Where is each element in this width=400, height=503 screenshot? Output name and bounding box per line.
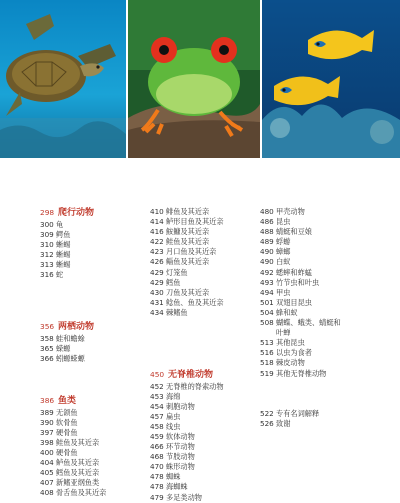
entry-title: 白蚁 — [276, 257, 291, 267]
toc-entry[interactable] — [40, 448, 140, 458]
page-number: 459 — [150, 432, 164, 441]
page-number: 426 — [150, 257, 164, 267]
toc-entry[interactable] — [40, 344, 140, 354]
entry-title: 蜂和蚁 — [276, 307, 298, 317]
page-number: 508 — [260, 318, 274, 328]
page-number: 405 — [40, 468, 54, 478]
page-number: 493 — [260, 277, 274, 287]
entry-title: 鮟鱇及其近亲 — [166, 227, 210, 237]
toc-entry[interactable] — [150, 308, 258, 318]
entry-title: 两栖动物 — [58, 321, 95, 332]
page-number: 513 — [260, 338, 274, 348]
toc-entry[interactable] — [40, 408, 140, 418]
toc-entry[interactable] — [260, 369, 372, 379]
entry-title: 鲻鱼及其近亲 — [166, 257, 210, 267]
entry-title: 鳕鱼及其近亲 — [56, 468, 100, 478]
entry-title: 鲱鱼及其近亲 — [166, 207, 210, 216]
entry-title: 灯笼鱼 — [166, 267, 188, 277]
page-number: 316 — [40, 270, 54, 280]
entry-title: 刺胞动物 — [166, 401, 195, 411]
toc-entry[interactable] — [260, 217, 372, 227]
toc-entry[interactable] — [260, 338, 372, 348]
toc-entry[interactable] — [40, 354, 140, 364]
page-number: 450 — [150, 369, 165, 379]
page-number: 410 — [150, 207, 164, 216]
page-number: 453 — [150, 391, 164, 401]
toc-column-2 — [150, 207, 258, 503]
toc-entry[interactable] — [260, 207, 372, 217]
toc-entry[interactable] — [150, 472, 258, 482]
toc-entry[interactable] — [260, 237, 372, 247]
entry-title: 其他无脊椎动物 — [276, 368, 327, 378]
entry-title: 蟋蟀和蚱蜢 — [276, 267, 312, 277]
toc-entry[interactable] — [260, 409, 372, 419]
page-number: 397 — [40, 427, 54, 437]
toc-entry[interactable] — [40, 270, 140, 280]
page-number: 501 — [260, 297, 274, 307]
section-spacer — [260, 379, 372, 409]
entry-title: 环节动物 — [166, 442, 195, 452]
page-number: 494 — [260, 287, 274, 297]
section-heading[interactable] — [40, 321, 140, 333]
entry-title: 鲑鱼及其近亲 — [56, 437, 100, 447]
toc-entry[interactable] — [150, 278, 258, 288]
entry-title: 鳄鱼 — [56, 230, 71, 240]
entry-title: 蚓螈蝾螈 — [56, 354, 85, 364]
page-number: 298 — [40, 208, 55, 217]
entry-title: 鲑鱼及其近亲 — [166, 237, 210, 247]
sea-turtle-photo — [0, 0, 126, 158]
page-number: 522 — [260, 408, 274, 418]
page-number: 312 — [40, 250, 54, 260]
entry-title: 蝾螈 — [56, 344, 71, 354]
entry-title: 叶蝉 — [276, 328, 291, 338]
page-number: 468 — [150, 452, 164, 462]
toc-entry[interactable] — [40, 428, 140, 438]
toc-entry[interactable] — [40, 220, 140, 230]
page-number: 356 — [40, 321, 55, 331]
page-number: 480 — [260, 207, 274, 216]
page-number: 386 — [40, 395, 55, 405]
entry-title: 以虫为食者 — [276, 348, 312, 358]
entry-title: 昆虫 — [276, 217, 291, 227]
entry-title: 蜥蜴 — [56, 250, 71, 260]
entry-title: 月口鱼及其近亲 — [166, 247, 217, 257]
toc-entry[interactable] — [40, 260, 140, 270]
page-number: 458 — [150, 421, 164, 431]
entry-title: 无脊椎动物 — [168, 369, 214, 380]
entry-title: 软体动物 — [166, 432, 195, 441]
page-number: 431 — [150, 297, 164, 307]
page-number: 407 — [40, 478, 54, 488]
entry-title: 刀鱼及其近亲 — [166, 287, 210, 297]
page-number: 479 — [150, 492, 164, 502]
page-number: 452 — [150, 381, 164, 391]
entry-title: 蜘蛛 — [166, 472, 181, 482]
toc-entry[interactable] — [40, 250, 140, 260]
toc-entry[interactable] — [150, 442, 258, 452]
entry-title: 鲈形目鱼及其近亲 — [166, 217, 224, 227]
entry-title: 鳕鱼 — [166, 277, 181, 287]
page-number: 490 — [260, 247, 274, 257]
entry-title: 蜉蝣 — [276, 237, 291, 247]
section-heading[interactable] — [40, 395, 140, 407]
entry-title: 多足类动物 — [166, 492, 202, 502]
page-number: 457 — [150, 411, 164, 421]
entry-title: 蜥蜴 — [56, 240, 71, 250]
page-number: 358 — [40, 333, 54, 343]
toc-entry[interactable] — [260, 278, 372, 288]
entry-title: 致谢 — [276, 418, 291, 428]
page-number: 429 — [150, 267, 164, 277]
toc-entry[interactable] — [260, 288, 372, 298]
page-number: 310 — [40, 240, 54, 250]
entry-title: 海绵 — [166, 391, 181, 401]
page-number: 478 — [150, 482, 164, 492]
toc-entry[interactable] — [150, 422, 258, 432]
toc-entry[interactable] — [150, 227, 258, 237]
page-number: 398 — [40, 437, 54, 447]
page-number: 414 — [150, 217, 164, 227]
toc-entry[interactable] — [150, 382, 258, 392]
toc-entry[interactable] — [150, 217, 258, 227]
entry-title: 骨舌鱼及其近亲 — [56, 488, 107, 498]
toc-entry[interactable] — [260, 247, 372, 257]
butterflyfish-photo — [262, 0, 400, 158]
toc-entry[interactable] — [150, 288, 258, 298]
entry-title: 双翅目昆虫 — [276, 297, 312, 307]
section-spacer — [40, 364, 140, 394]
page-number: 478 — [150, 472, 164, 482]
toc-entry[interactable] — [260, 328, 372, 338]
entry-title: 无颌鱼 — [56, 407, 78, 417]
page-number: 423 — [150, 247, 164, 257]
toc-entry[interactable] — [150, 402, 258, 412]
toc-entry[interactable] — [150, 247, 258, 257]
toc-column-3 — [260, 207, 372, 429]
page-number: 526 — [260, 418, 274, 428]
toc-entry[interactable] — [260, 308, 372, 318]
entry-title: 其他昆虫 — [276, 338, 305, 348]
page-number: 489 — [260, 237, 274, 247]
toc-entry[interactable] — [150, 482, 258, 492]
entry-title: 线虫 — [166, 421, 181, 431]
entry-title: 新鳍亚纲鱼类 — [56, 478, 100, 488]
toc-entry[interactable] — [260, 257, 372, 267]
entry-title: 蛙和蟾蜍 — [56, 333, 85, 343]
section-heading[interactable] — [150, 369, 258, 381]
entry-title: 硬骨鱼 — [56, 427, 78, 437]
page-number: 313 — [40, 260, 54, 270]
entry-title: 硬骨鱼 — [56, 447, 78, 457]
page-number: 454 — [150, 401, 164, 411]
toc-column-1 — [40, 207, 140, 498]
toc-entry[interactable] — [260, 358, 372, 368]
page-number: 365 — [40, 344, 54, 354]
page-number: 366 — [40, 354, 54, 364]
toc-entry[interactable] — [150, 493, 258, 503]
page-number: 466 — [150, 442, 164, 452]
page-number: 390 — [40, 417, 54, 427]
section-spacer — [150, 318, 258, 369]
section-heading[interactable] — [40, 207, 140, 219]
page-number: 492 — [260, 267, 274, 277]
toc-entry[interactable] — [150, 257, 258, 267]
entry-title: 鲶鱼、鱼及其近亲 — [166, 297, 224, 307]
toc-entry[interactable] — [150, 412, 258, 422]
toc-entry[interactable] — [40, 438, 140, 448]
page-number: 389 — [40, 407, 54, 417]
entry-title: 鱼类 — [58, 395, 77, 406]
entry-title: 竹节虫和叶虫 — [276, 277, 320, 287]
entry-title: 蛛形动物 — [166, 462, 195, 472]
toc-entry[interactable] — [260, 348, 372, 358]
entry-title: 节肢动物 — [166, 452, 195, 462]
entry-title: 扁虫 — [166, 411, 181, 421]
page-number: 490 — [260, 257, 274, 267]
tree-frog-photo — [128, 0, 260, 158]
page-number: 516 — [260, 348, 274, 358]
entry-title: 棘皮动物 — [276, 358, 305, 368]
entry-title: 蝴蝶、蛾类、蜻蜓和 — [276, 318, 341, 328]
entry-title: 蟑螂 — [276, 247, 291, 257]
toc-entry[interactable] — [40, 458, 140, 468]
entry-title: 软骨鱼 — [56, 417, 78, 427]
entry-title: 海蜘蛛 — [166, 482, 188, 492]
page-number: 519 — [260, 368, 274, 378]
toc-entry[interactable] — [150, 298, 258, 308]
toc-entry[interactable] — [150, 268, 258, 278]
page-number: 518 — [260, 358, 274, 368]
toc-entry[interactable] — [40, 468, 140, 478]
toc-entry[interactable] — [40, 418, 140, 428]
entry-title: 无脊椎的脊索动物 — [166, 381, 224, 391]
entry-title: 龟 — [56, 220, 64, 229]
toc-entry[interactable] — [260, 318, 372, 328]
page-number: 404 — [40, 458, 54, 467]
toc-entry[interactable] — [150, 237, 258, 247]
page-number: 416 — [150, 227, 164, 237]
toc-entry[interactable] — [260, 419, 372, 429]
page-number: 309 — [40, 230, 54, 240]
toc-entry[interactable] — [150, 392, 258, 402]
page-number: 470 — [150, 462, 164, 472]
toc-entry[interactable] — [40, 240, 140, 250]
page-number: 429 — [150, 277, 164, 287]
toc-entry[interactable] — [150, 452, 258, 462]
page-number: 300 — [40, 220, 54, 229]
toc-entry[interactable] — [40, 478, 140, 488]
page-number: 408 — [40, 488, 54, 498]
page-number: 434 — [150, 307, 164, 317]
entry-title: 爬行动物 — [58, 208, 95, 218]
toc-entry[interactable] — [150, 207, 258, 217]
entry-title: 甲虫 — [276, 287, 291, 297]
page-number: 504 — [260, 307, 274, 317]
toc-entry[interactable] — [150, 432, 258, 442]
entry-title: 棘鳍鱼 — [166, 307, 188, 317]
entry-title: 蜥蜴 — [56, 260, 71, 270]
entry-title: 专有名词解释 — [276, 408, 320, 418]
entry-title: 蛇 — [56, 270, 64, 280]
toc-entry[interactable] — [40, 334, 140, 344]
page-number: 488 — [260, 227, 274, 237]
page-number: 486 — [260, 217, 274, 227]
toc-entry[interactable] — [40, 488, 140, 498]
toc-entry[interactable] — [260, 298, 372, 308]
section-spacer — [40, 281, 140, 321]
toc-entry[interactable] — [260, 268, 372, 278]
toc-entry[interactable] — [260, 227, 372, 237]
toc-entry[interactable] — [40, 230, 140, 240]
entry-title: 甲壳动物 — [276, 207, 305, 216]
entry-title: 鲈鱼及其近亲 — [56, 458, 100, 467]
entry-title: 蜻蜓和豆娘 — [276, 227, 312, 237]
page-number: 430 — [150, 287, 164, 297]
page-number: 400 — [40, 447, 54, 457]
page-number: 422 — [150, 237, 164, 247]
